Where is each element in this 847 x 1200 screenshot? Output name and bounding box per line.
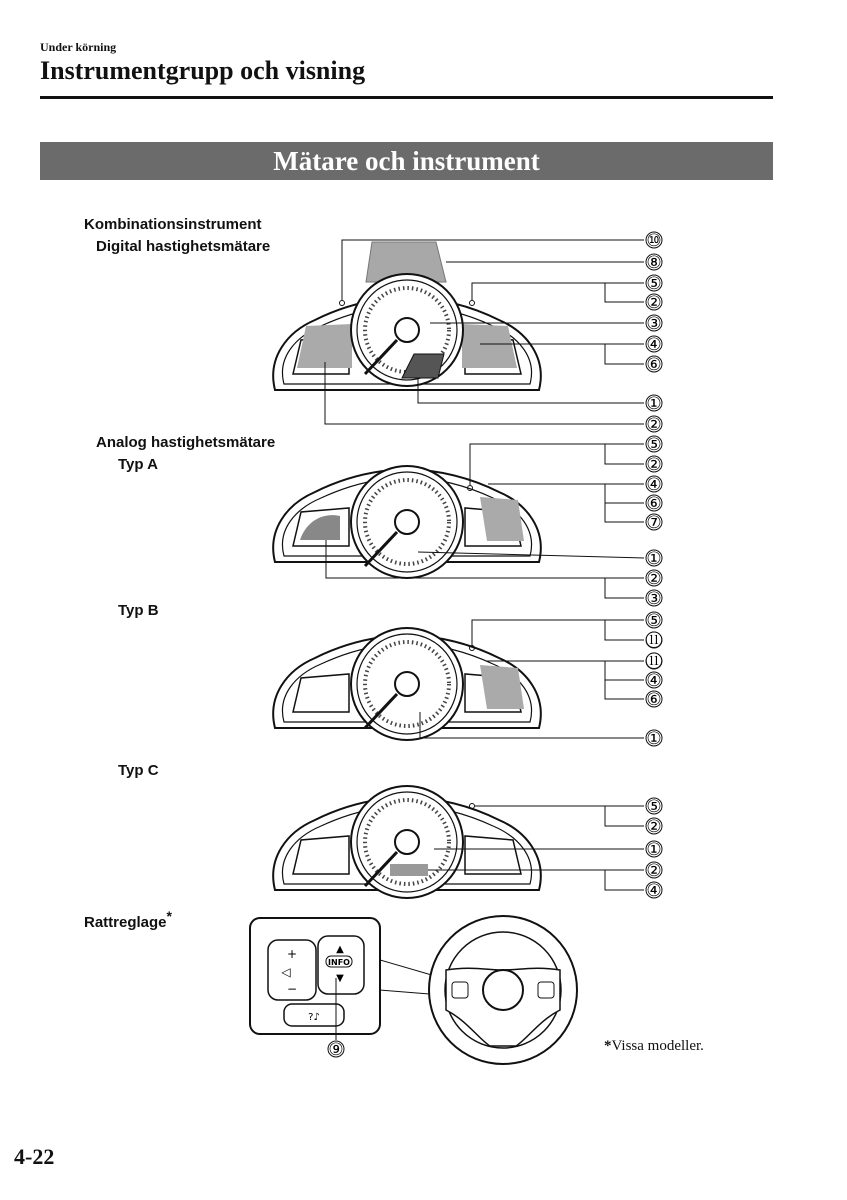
callout-3: ③ xyxy=(646,314,662,334)
section-banner: Mätare och instrument xyxy=(40,142,773,180)
callout-5: ⑤ xyxy=(646,274,662,294)
left-display xyxy=(297,324,352,368)
indicator-light xyxy=(470,301,475,306)
callout-1: ① xyxy=(646,729,662,749)
callout-2: ② xyxy=(646,861,662,881)
cluster-heading: Kombinationsinstrument xyxy=(84,216,262,233)
right-display xyxy=(462,324,517,368)
callout-10: ⑩ xyxy=(646,231,662,251)
lower-display xyxy=(390,864,428,876)
callout-1: ① xyxy=(646,840,662,860)
type-a-heading: Typ A xyxy=(118,456,158,473)
page-number: 4-22 xyxy=(14,1144,55,1169)
callout-7: ⑦ xyxy=(646,513,662,533)
steering-wheel xyxy=(429,916,577,1064)
analog-cluster-type-b xyxy=(273,628,541,740)
callout-2: ② xyxy=(646,817,662,837)
speaker-icon: ◁ xyxy=(281,965,291,979)
section-label: Under körning xyxy=(40,40,117,54)
right-switch-icon xyxy=(538,982,554,998)
callout-3: ③ xyxy=(646,589,662,609)
type-c-heading: Typ C xyxy=(118,762,159,779)
steering-switch-panel xyxy=(250,918,380,1040)
callout-1: ① xyxy=(646,394,662,414)
callout-2: ② xyxy=(646,415,662,435)
footnote-asterisk: * xyxy=(604,1038,612,1054)
callout-6: ⑥ xyxy=(646,494,662,514)
right-display xyxy=(480,497,524,541)
asterisk-mark: * xyxy=(166,908,172,924)
callout-4: ④ xyxy=(646,881,662,901)
callout-6: ⑥ xyxy=(646,690,662,710)
up-arrow-icon: ▲ xyxy=(336,944,344,955)
callout-2: ② xyxy=(646,455,662,475)
steering-heading-label: Rattreglage xyxy=(84,914,167,931)
indicator-light xyxy=(340,301,345,306)
callout-2: ② xyxy=(646,293,662,313)
callout-5: ⑤ xyxy=(646,435,662,455)
minus-icon: − xyxy=(286,982,298,996)
analog-heading: Analog hastighetsmätare xyxy=(96,434,276,451)
callout-1: ① xyxy=(646,549,662,569)
callout-11: ⑪ xyxy=(645,631,663,651)
callout-4: ④ xyxy=(646,671,662,691)
digital-heading: Digital hastighetsmätare xyxy=(96,238,271,255)
plus-icon: + xyxy=(286,947,298,961)
voice-command-icon: ?♪ xyxy=(308,1012,320,1023)
callout-6: ⑥ xyxy=(646,355,662,375)
analog-cluster-type-c xyxy=(273,786,541,898)
info-icon: INFO xyxy=(328,958,350,967)
callout-4: ④ xyxy=(646,475,662,495)
type-b-heading: Typ B xyxy=(118,602,159,619)
page-title: Instrumentgrupp och visning xyxy=(40,56,366,85)
footnote-text: Vissa modeller. xyxy=(611,1038,704,1054)
callout-4: ④ xyxy=(646,335,662,355)
callout-8: ⑧ xyxy=(646,253,662,273)
left-switch-icon xyxy=(452,982,468,998)
callout-11: ⑪ xyxy=(645,652,663,672)
footnote xyxy=(604,1038,704,1055)
callout-5: ⑤ xyxy=(646,611,662,631)
callout-5: ⑤ xyxy=(646,797,662,817)
right-display xyxy=(480,665,524,709)
digital-cluster xyxy=(273,242,541,390)
analog-cluster-type-a xyxy=(273,466,541,578)
callout-2: ② xyxy=(646,569,662,589)
callout-9: ⑨ xyxy=(328,1040,344,1060)
down-arrow-icon: ▼ xyxy=(336,973,344,984)
